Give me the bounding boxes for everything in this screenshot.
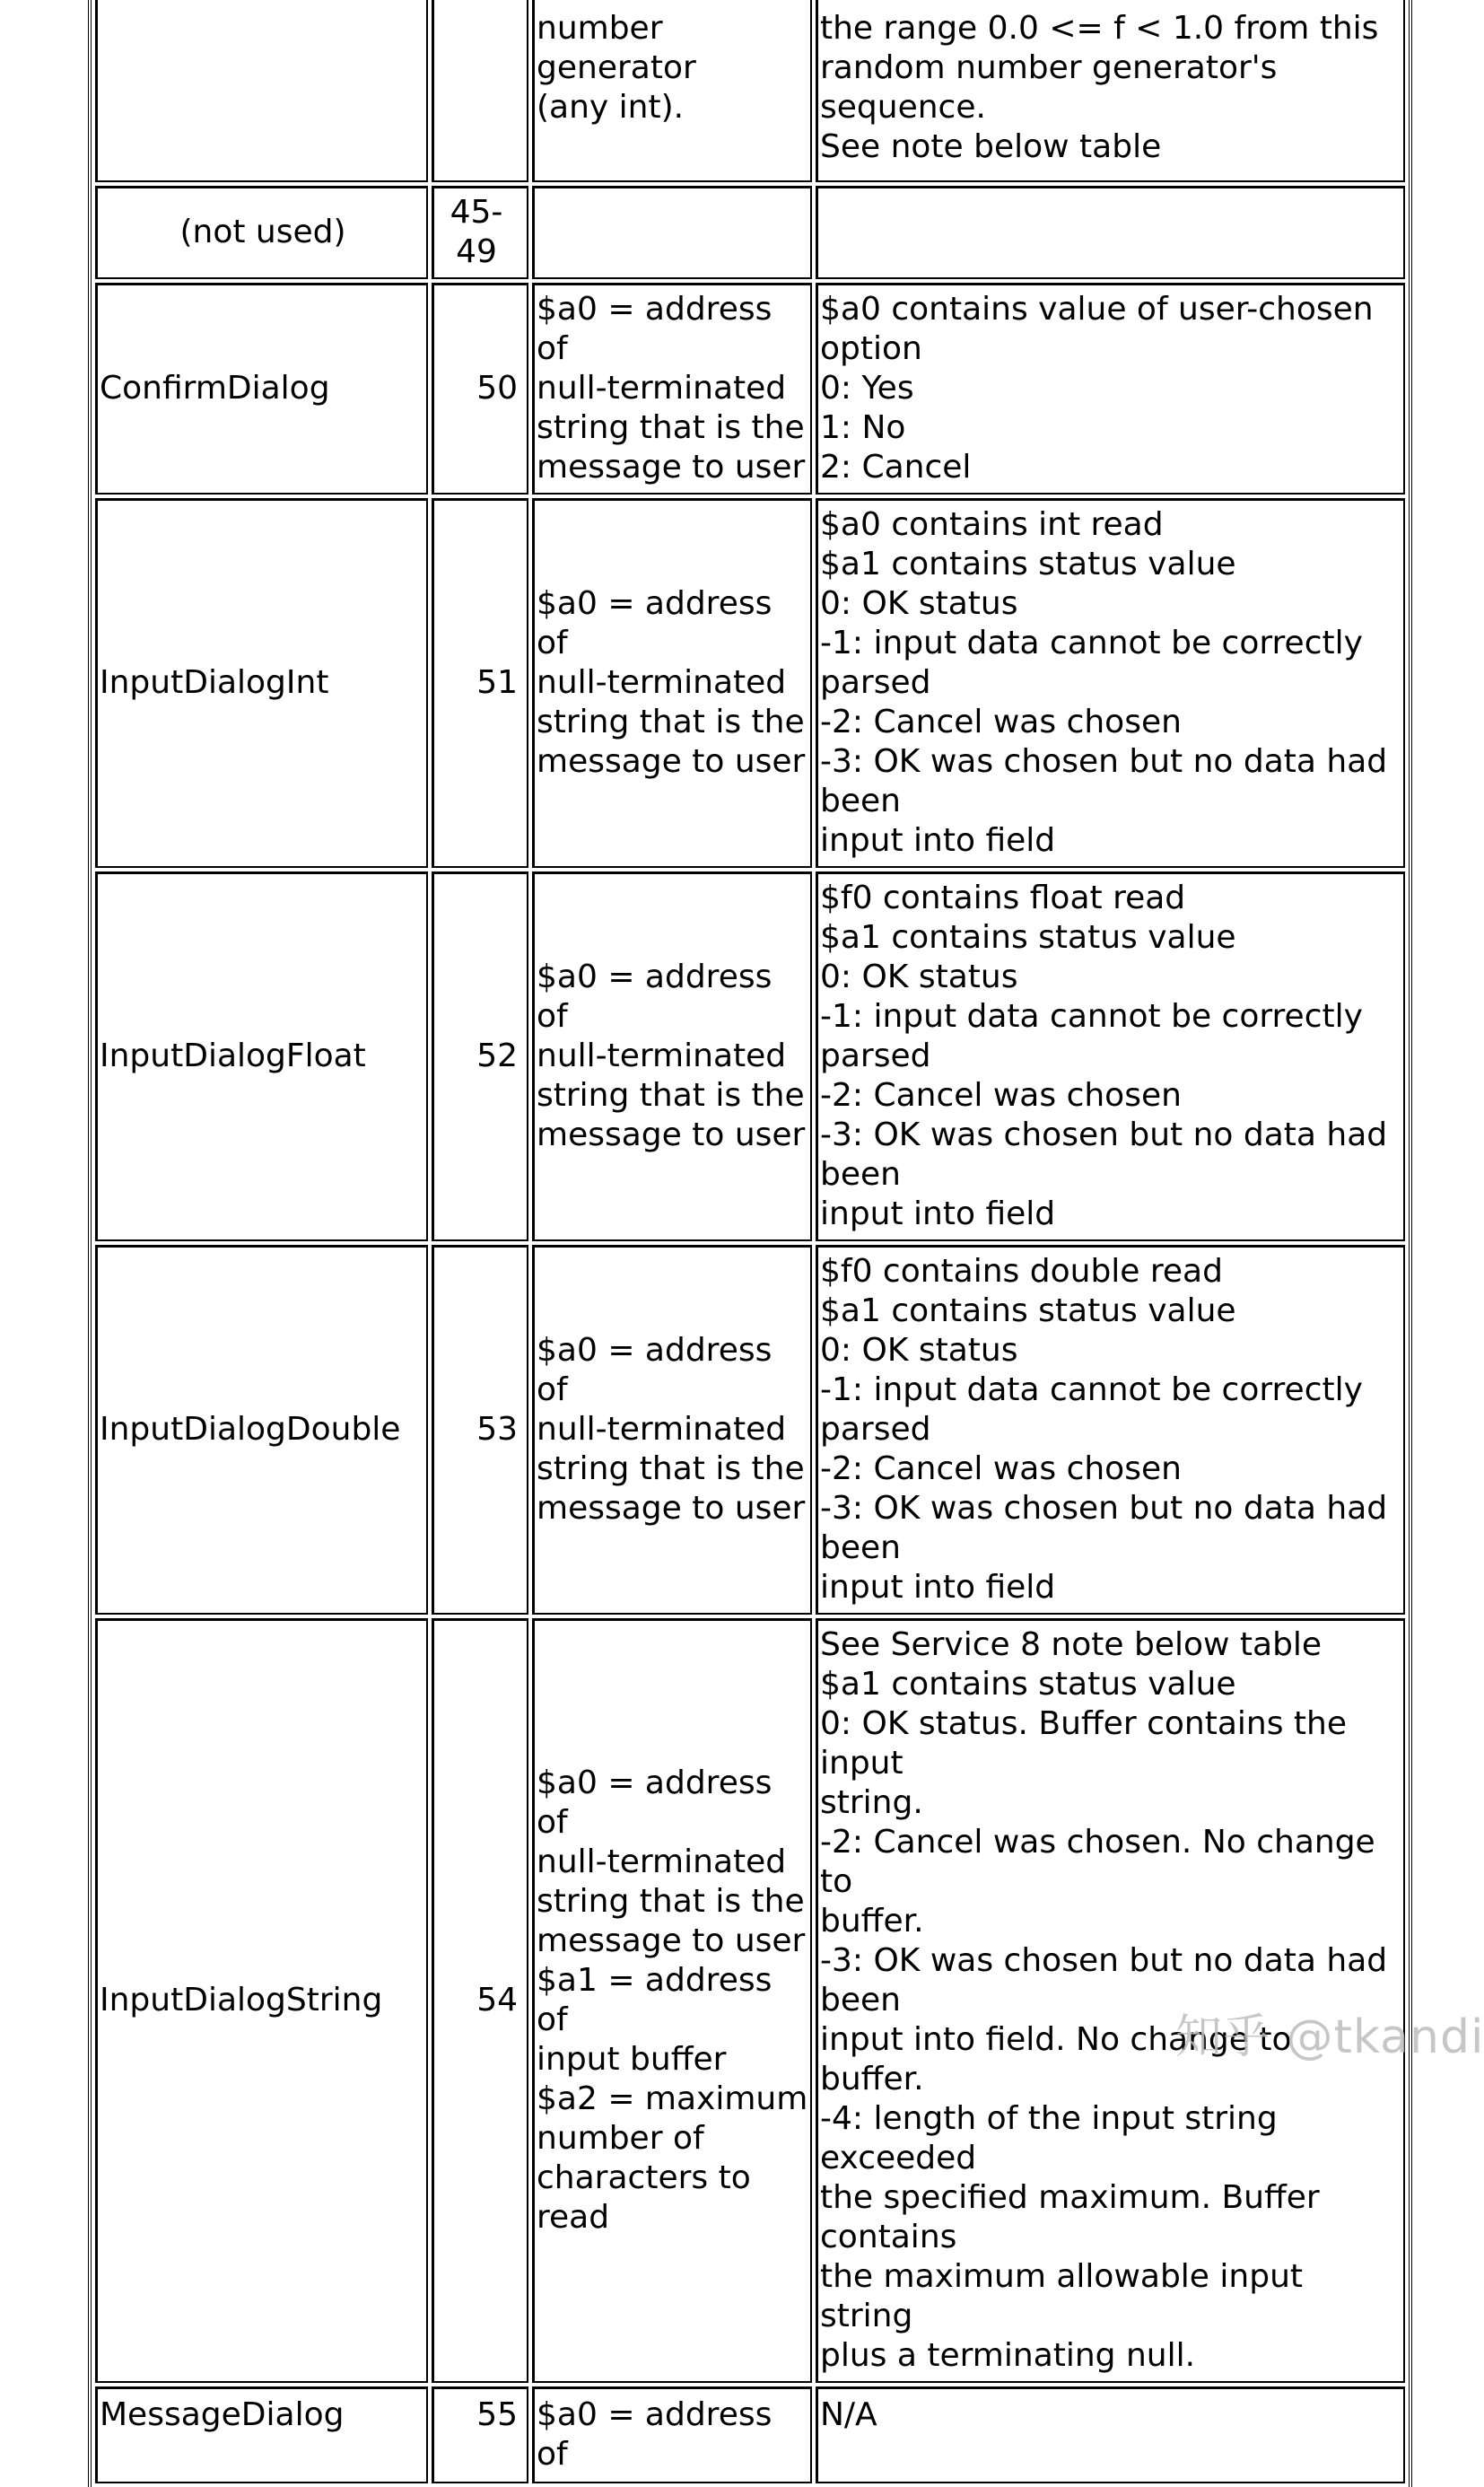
result-cell: $a0 contains int read $a1 contains status value 0: OK status -1: input data cannot be correctly parsed -2: Cancel was chosen -3: OK was chosen but no data had been input into field <box>816 498 1405 868</box>
service-name-cell: InputDialogFloat <box>95 871 428 1241</box>
service-name-cell: InputDialogInt <box>95 498 428 868</box>
result-cell: N/A <box>816 2386 1405 2483</box>
source-watermark: 知乎 @tkandi <box>1175 2010 1484 2064</box>
syscall-table <box>88 0 1412 2487</box>
table-row <box>95 186 1405 279</box>
service-code-cell: 54 <box>432 1618 528 2383</box>
result-cell: $f0 contains float read $a1 contains status value 0: OK status -1: input data cannot be correctly parsed -2: Cancel was chosen -3: OK was chosen but no data had been input into field <box>816 871 1405 1241</box>
table-row <box>95 1245 1405 1615</box>
service-name-cell: InputDialogString <box>95 1618 428 2383</box>
syscall-table-body <box>95 0 1405 2483</box>
arguments-cell: $a0 = address of <box>532 2386 812 2483</box>
arguments-cell: number generator (any int). <box>532 0 812 182</box>
arguments-cell: $a0 = address of null-terminated string that is the message to user <box>532 1245 812 1615</box>
result-cell: $a0 contains value of user-chosen option 0: Yes 1: No 2: Cancel <box>816 283 1405 495</box>
table-row <box>95 2386 1405 2483</box>
result-cell: $f0 contains double read $a1 contains status value 0: OK status -1: input data cannot be correctly parsed -2: Cancel was chosen -3: OK was chosen but no data had been input into field <box>816 1245 1405 1615</box>
service-code-cell: 50 <box>432 283 528 495</box>
service-code-cell <box>432 0 528 182</box>
table-row <box>95 283 1405 495</box>
result-cell: the range 0.0 <= f < 1.0 from this random number generator's sequence. See note below table <box>816 0 1405 182</box>
table-row <box>95 1618 1405 2383</box>
service-code-cell: 55 <box>432 2386 528 2483</box>
arguments-cell <box>532 186 812 279</box>
result-cell <box>816 186 1405 279</box>
service-name-cell: (not used) <box>95 186 428 279</box>
result-cell: See Service 8 note below table $a1 contains status value 0: OK status. Buffer contains the input string. -2: Cancel was chosen. No change to buffer. -3: OK was chosen but no data had been input into field. No change to buffer. -4: length of the input string exceeded the specified maximum. Buffer contains the maximum allowable input string plus a terminating null. <box>816 1618 1405 2383</box>
arguments-cell: $a0 = address of null-terminated string that is the message to user $a1 = address of input buffer $a2 = maximum number of characters to read <box>532 1618 812 2383</box>
table-row <box>95 498 1405 868</box>
arguments-cell: $a0 = address of null-terminated string that is the message to user <box>532 498 812 868</box>
service-code-cell: 52 <box>432 871 528 1241</box>
service-name-cell <box>95 0 428 182</box>
service-name-cell: InputDialogDouble <box>95 1245 428 1615</box>
table-row <box>95 871 1405 1241</box>
arguments-cell: $a0 = address of null-terminated string that is the message to user <box>532 871 812 1241</box>
table-row <box>95 0 1405 182</box>
arguments-cell: $a0 = address of null-terminated string that is the message to user <box>532 283 812 495</box>
service-code-cell: 45- 49 <box>432 186 528 279</box>
service-name-cell: ConfirmDialog <box>95 283 428 495</box>
service-name-cell: MessageDialog <box>95 2386 428 2483</box>
service-code-cell: 53 <box>432 1245 528 1615</box>
service-code-cell: 51 <box>432 498 528 868</box>
